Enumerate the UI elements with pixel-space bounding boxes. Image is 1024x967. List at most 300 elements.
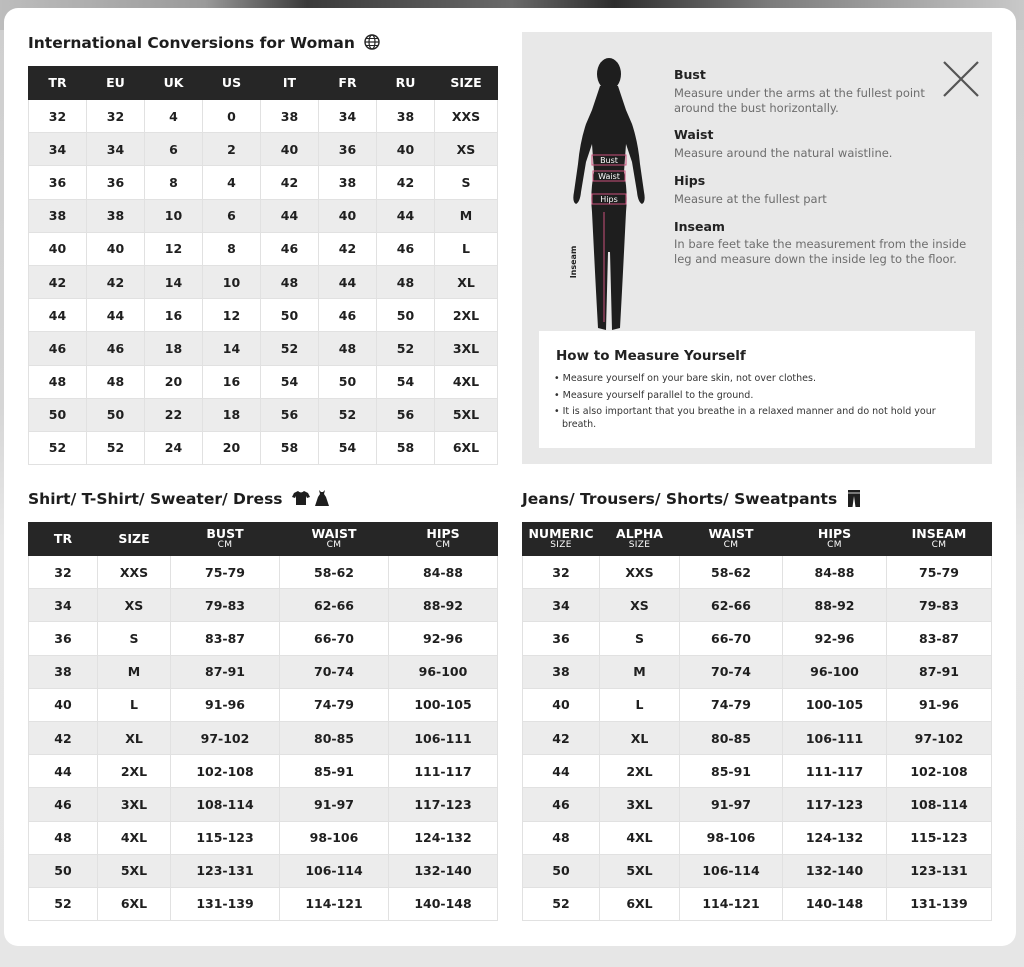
table-row bbox=[523, 821, 992, 854]
column-header bbox=[389, 523, 498, 556]
table-cell: 6XL bbox=[600, 887, 680, 920]
jeans-icon bbox=[847, 490, 861, 507]
table-cell: 12 bbox=[145, 232, 203, 265]
table-cell: 97-102 bbox=[887, 721, 992, 754]
table-cell: 32 bbox=[87, 100, 145, 133]
table-row bbox=[523, 655, 992, 688]
figure-label-inseam: Inseam bbox=[569, 245, 578, 279]
table-cell: 91-97 bbox=[280, 788, 389, 821]
table-cell: 12 bbox=[203, 299, 261, 332]
table-cell: XS bbox=[435, 133, 498, 166]
table-cell: 6 bbox=[145, 133, 203, 166]
shirt-section-title bbox=[28, 490, 329, 508]
table-cell: 87-91 bbox=[887, 655, 992, 688]
table-cell: 52 bbox=[523, 887, 600, 920]
table-cell: 2XL bbox=[435, 299, 498, 332]
table-row bbox=[523, 589, 992, 622]
table-cell: 92-96 bbox=[783, 622, 887, 655]
table-cell: 38 bbox=[523, 655, 600, 688]
table-cell: 98-106 bbox=[680, 821, 783, 854]
table-cell: 18 bbox=[145, 332, 203, 365]
column-header-unit: SIZE bbox=[628, 540, 651, 551]
table-cell: 8 bbox=[203, 232, 261, 265]
table-row bbox=[523, 788, 992, 821]
table-row bbox=[523, 556, 992, 589]
table-cell: 46 bbox=[29, 788, 98, 821]
table-cell: 48 bbox=[87, 365, 145, 398]
table-cell: 40 bbox=[29, 232, 87, 265]
table-cell: 2XL bbox=[98, 755, 171, 788]
column-header bbox=[523, 523, 600, 556]
table-cell: 52 bbox=[377, 332, 435, 365]
table-row bbox=[523, 854, 992, 887]
table-cell: 20 bbox=[145, 365, 203, 398]
table-cell: 10 bbox=[203, 265, 261, 298]
table-cell: 56 bbox=[261, 398, 319, 431]
table-cell: 38 bbox=[377, 100, 435, 133]
column-header bbox=[98, 523, 171, 556]
intl-section-title bbox=[28, 34, 380, 52]
table-cell: 84-88 bbox=[783, 556, 887, 589]
table-cell: 18 bbox=[203, 398, 261, 431]
table-cell: 36 bbox=[87, 166, 145, 199]
table-cell: 52 bbox=[29, 431, 87, 464]
inseam-heading: Inseam bbox=[674, 219, 725, 234]
table-cell: 75-79 bbox=[171, 556, 280, 589]
shirt-size-table bbox=[28, 522, 498, 921]
table-cell: 48 bbox=[377, 265, 435, 298]
jeans-size-table bbox=[522, 522, 992, 921]
table-row bbox=[29, 721, 498, 754]
column-header-label: WAIST bbox=[311, 526, 357, 542]
table-cell: XXS bbox=[435, 100, 498, 133]
table-cell: XS bbox=[98, 589, 171, 622]
table-cell: 131-139 bbox=[887, 887, 992, 920]
dress-icon bbox=[315, 490, 329, 506]
table-cell: 66-70 bbox=[280, 622, 389, 655]
table-cell: 50 bbox=[87, 398, 145, 431]
table-cell: 2XL bbox=[600, 755, 680, 788]
table-cell: 34 bbox=[29, 589, 98, 622]
intl-conversion-table bbox=[28, 66, 498, 465]
table-cell: 40 bbox=[87, 232, 145, 265]
table-cell: 44 bbox=[29, 299, 87, 332]
table-cell: 85-91 bbox=[680, 755, 783, 788]
table-cell: 38 bbox=[319, 166, 377, 199]
table-cell: 131-139 bbox=[171, 887, 280, 920]
intl-title-text: International Conversions for Woman bbox=[28, 34, 355, 52]
column-header-label: INSEAM bbox=[911, 526, 967, 542]
table-row bbox=[29, 100, 498, 133]
table-row bbox=[29, 299, 498, 332]
table-cell: 38 bbox=[261, 100, 319, 133]
table-cell: 100-105 bbox=[389, 688, 498, 721]
table-cell: 50 bbox=[377, 299, 435, 332]
table-cell: 84-88 bbox=[389, 556, 498, 589]
table-cell: 140-148 bbox=[389, 887, 498, 920]
table-cell: 5XL bbox=[435, 398, 498, 431]
table-cell: 54 bbox=[377, 365, 435, 398]
jeans-title-text: Jeans/ Trousers/ Shorts/ Sweatpants bbox=[522, 490, 838, 508]
table-cell: 3XL bbox=[98, 788, 171, 821]
table-cell: XL bbox=[435, 265, 498, 298]
table-cell: 54 bbox=[319, 431, 377, 464]
shirt-title-text: Shirt/ T-Shirt/ Sweater/ Dress bbox=[28, 490, 283, 508]
table-cell: 96-100 bbox=[389, 655, 498, 688]
table-cell: 54 bbox=[261, 365, 319, 398]
table-cell: 38 bbox=[29, 199, 87, 232]
table-cell: 80-85 bbox=[280, 721, 389, 754]
table-cell: XS bbox=[600, 589, 680, 622]
column-header-label: WAIST bbox=[708, 526, 754, 542]
table-cell: 124-132 bbox=[783, 821, 887, 854]
table-cell: 46 bbox=[319, 299, 377, 332]
table-cell: 42 bbox=[29, 721, 98, 754]
table-row bbox=[29, 365, 498, 398]
table-row bbox=[29, 166, 498, 199]
table-row bbox=[29, 556, 498, 589]
table-cell: 36 bbox=[29, 166, 87, 199]
column-header: SIZE bbox=[435, 67, 498, 100]
table-row bbox=[29, 265, 498, 298]
table-cell: 58 bbox=[261, 431, 319, 464]
column-header bbox=[29, 523, 98, 556]
column-header-unit: CM bbox=[435, 540, 451, 551]
table-cell: 56 bbox=[377, 398, 435, 431]
table-cell: 106-114 bbox=[280, 854, 389, 887]
table-cell: 74-79 bbox=[280, 688, 389, 721]
table-cell: 36 bbox=[319, 133, 377, 166]
table-cell: 75-79 bbox=[887, 556, 992, 589]
table-cell: XXS bbox=[600, 556, 680, 589]
table-cell: 88-92 bbox=[783, 589, 887, 622]
table-cell: 4 bbox=[203, 166, 261, 199]
table-cell: 48 bbox=[261, 265, 319, 298]
table-cell: 46 bbox=[523, 788, 600, 821]
table-row bbox=[29, 133, 498, 166]
how-to-measure-list bbox=[553, 373, 963, 435]
column-header: TR bbox=[29, 67, 87, 100]
column-header-unit: SIZE bbox=[550, 540, 572, 551]
column-header-label: ALPHA bbox=[616, 526, 663, 542]
table-cell: 32 bbox=[29, 556, 98, 589]
table-cell: 16 bbox=[145, 299, 203, 332]
table-cell: 34 bbox=[319, 100, 377, 133]
column-header-unit: CM bbox=[723, 540, 739, 551]
table-cell: 16 bbox=[203, 365, 261, 398]
table-cell: 38 bbox=[87, 199, 145, 232]
how-to-measure-box bbox=[539, 331, 975, 448]
table-cell: 46 bbox=[29, 332, 87, 365]
table-cell: 106-111 bbox=[783, 721, 887, 754]
table-cell: 108-114 bbox=[171, 788, 280, 821]
table-cell: 5XL bbox=[600, 854, 680, 887]
table-cell: 102-108 bbox=[171, 755, 280, 788]
table-cell: 88-92 bbox=[389, 589, 498, 622]
table-row bbox=[29, 431, 498, 464]
table-cell: 42 bbox=[29, 265, 87, 298]
table-cell: 91-97 bbox=[680, 788, 783, 821]
table-cell: 42 bbox=[319, 232, 377, 265]
column-header: FR bbox=[319, 67, 377, 100]
table-cell: 106-114 bbox=[680, 854, 783, 887]
table-cell: 108-114 bbox=[887, 788, 992, 821]
table-cell: 100-105 bbox=[783, 688, 887, 721]
table-cell: 70-74 bbox=[280, 655, 389, 688]
table-row bbox=[29, 398, 498, 431]
table-cell: 42 bbox=[377, 166, 435, 199]
table-cell: 22 bbox=[145, 398, 203, 431]
table-cell: 34 bbox=[87, 133, 145, 166]
table-cell: S bbox=[98, 622, 171, 655]
table-cell: 3XL bbox=[435, 332, 498, 365]
column-header-unit: CM bbox=[827, 540, 842, 551]
table-cell: 32 bbox=[29, 100, 87, 133]
column-header-unit: CM bbox=[217, 540, 233, 551]
table-cell: 52 bbox=[261, 332, 319, 365]
table-cell: 14 bbox=[145, 265, 203, 298]
table-row bbox=[29, 589, 498, 622]
table-cell: 8 bbox=[145, 166, 203, 199]
table-cell: 40 bbox=[29, 688, 98, 721]
table-cell: 32 bbox=[523, 556, 600, 589]
table-cell: 50 bbox=[29, 854, 98, 887]
table-cell: 24 bbox=[145, 431, 203, 464]
table-cell: S bbox=[435, 166, 498, 199]
table-cell: 117-123 bbox=[783, 788, 887, 821]
column-header bbox=[887, 523, 992, 556]
table-cell: 14 bbox=[203, 332, 261, 365]
column-header-unit: CM bbox=[326, 540, 342, 551]
table-cell: M bbox=[98, 655, 171, 688]
table-cell: M bbox=[435, 199, 498, 232]
figure-label-hips: Hips bbox=[600, 195, 618, 204]
table-cell: 5XL bbox=[98, 854, 171, 887]
table-cell: 92-96 bbox=[389, 622, 498, 655]
table-cell: 52 bbox=[87, 431, 145, 464]
table-row bbox=[523, 755, 992, 788]
hips-heading: Hips bbox=[674, 173, 706, 188]
table-cell: 117-123 bbox=[389, 788, 498, 821]
table-cell: 48 bbox=[523, 821, 600, 854]
figure-label-bust: Bust bbox=[600, 156, 618, 165]
column-header: RU bbox=[377, 67, 435, 100]
table-cell: 70-74 bbox=[680, 655, 783, 688]
table-cell: L bbox=[600, 688, 680, 721]
waist-heading: Waist bbox=[674, 127, 714, 142]
table-cell: 106-111 bbox=[389, 721, 498, 754]
list-item: • Measure yourself parallel to the ground. bbox=[554, 389, 754, 401]
column-header-label: TR bbox=[53, 531, 73, 547]
table-cell: 62-66 bbox=[680, 589, 783, 622]
figure-label-waist: Waist bbox=[598, 172, 620, 181]
table-cell: 44 bbox=[319, 265, 377, 298]
table-cell: 6 bbox=[203, 199, 261, 232]
column-header-label: NUMERIC bbox=[528, 526, 594, 542]
table-row bbox=[523, 721, 992, 754]
table-cell: 52 bbox=[29, 887, 98, 920]
table-row bbox=[523, 622, 992, 655]
table-cell: 124-132 bbox=[389, 821, 498, 854]
table-cell: 140-148 bbox=[783, 887, 887, 920]
table-cell: 87-91 bbox=[171, 655, 280, 688]
table-cell: 132-140 bbox=[389, 854, 498, 887]
table-cell: S bbox=[600, 622, 680, 655]
table-cell: 34 bbox=[523, 589, 600, 622]
table-cell: 85-91 bbox=[280, 755, 389, 788]
table-cell: 36 bbox=[29, 622, 98, 655]
list-item: • Measure yourself on your bare skin, not over clothes. bbox=[554, 373, 816, 384]
table-cell: 98-106 bbox=[280, 821, 389, 854]
column-header: US bbox=[203, 67, 261, 100]
table-cell: 91-96 bbox=[887, 688, 992, 721]
table-row bbox=[523, 887, 992, 920]
close-icon[interactable] bbox=[941, 59, 981, 99]
table-cell: 102-108 bbox=[887, 755, 992, 788]
table-cell: 83-87 bbox=[887, 622, 992, 655]
table-cell: XXS bbox=[98, 556, 171, 589]
table-cell: 114-121 bbox=[680, 887, 783, 920]
bust-text: Measure under the arms at the fullest point around the bust horizontally. bbox=[674, 86, 925, 115]
table-cell: 50 bbox=[319, 365, 377, 398]
table-cell: 46 bbox=[87, 332, 145, 365]
table-cell: 42 bbox=[261, 166, 319, 199]
table-cell: 66-70 bbox=[680, 622, 783, 655]
table-cell: 0 bbox=[203, 100, 261, 133]
table-cell: 40 bbox=[319, 199, 377, 232]
table-cell: 123-131 bbox=[171, 854, 280, 887]
table-cell: 46 bbox=[261, 232, 319, 265]
table-cell: XL bbox=[600, 721, 680, 754]
hips-text: Measure at the fullest part bbox=[674, 192, 827, 206]
column-header-label: HIPS bbox=[817, 526, 852, 542]
table-cell: 111-117 bbox=[389, 755, 498, 788]
table-cell: 42 bbox=[523, 721, 600, 754]
table-row bbox=[29, 887, 498, 920]
table-cell: 58 bbox=[377, 431, 435, 464]
table-cell: 79-83 bbox=[887, 589, 992, 622]
column-header-unit: CM bbox=[931, 540, 947, 551]
table-cell: 97-102 bbox=[171, 721, 280, 754]
table-cell: 50 bbox=[29, 398, 87, 431]
table-row bbox=[29, 332, 498, 365]
tshirt-icon bbox=[292, 490, 310, 506]
table-cell: 40 bbox=[523, 688, 600, 721]
table-row bbox=[29, 755, 498, 788]
table-row bbox=[29, 622, 498, 655]
column-header: EU bbox=[87, 67, 145, 100]
waist-text: Measure around the natural waistline. bbox=[674, 146, 893, 160]
table-cell: 91-96 bbox=[171, 688, 280, 721]
table-cell: 40 bbox=[377, 133, 435, 166]
table-cell: 44 bbox=[29, 755, 98, 788]
column-header-label: BUST bbox=[206, 526, 244, 542]
table-cell: 3XL bbox=[600, 788, 680, 821]
table-cell: 50 bbox=[261, 299, 319, 332]
column-header bbox=[680, 523, 783, 556]
globe-icon bbox=[364, 34, 380, 50]
table-cell: 83-87 bbox=[171, 622, 280, 655]
table-row bbox=[29, 232, 498, 265]
table-cell: 44 bbox=[87, 299, 145, 332]
table-cell: 10 bbox=[145, 199, 203, 232]
table-cell: L bbox=[435, 232, 498, 265]
table-row bbox=[29, 655, 498, 688]
list-item: • It is also important that you breathe in a relaxed manner and do not hold your breath. bbox=[554, 406, 936, 430]
table-cell: 4XL bbox=[435, 365, 498, 398]
column-header: UK bbox=[145, 67, 203, 100]
body-figure-illustration bbox=[564, 52, 654, 342]
table-row bbox=[29, 854, 498, 887]
table-cell: 48 bbox=[29, 821, 98, 854]
table-cell: 48 bbox=[29, 365, 87, 398]
table-cell: 115-123 bbox=[171, 821, 280, 854]
table-cell: 62-66 bbox=[280, 589, 389, 622]
table-cell: 6XL bbox=[435, 431, 498, 464]
table-cell: XL bbox=[98, 721, 171, 754]
table-cell: 2 bbox=[203, 133, 261, 166]
table-cell: 123-131 bbox=[887, 854, 992, 887]
column-header bbox=[171, 523, 280, 556]
table-cell: 115-123 bbox=[887, 821, 992, 854]
table-cell: 50 bbox=[523, 854, 600, 887]
table-cell: 46 bbox=[377, 232, 435, 265]
table-row bbox=[29, 788, 498, 821]
column-header-label: SIZE bbox=[118, 531, 150, 547]
table-cell: 79-83 bbox=[171, 589, 280, 622]
table-cell: 96-100 bbox=[783, 655, 887, 688]
table-row bbox=[29, 821, 498, 854]
table-row bbox=[29, 688, 498, 721]
table-row bbox=[29, 199, 498, 232]
column-header bbox=[280, 523, 389, 556]
table-cell: 44 bbox=[377, 199, 435, 232]
table-cell: 111-117 bbox=[783, 755, 887, 788]
bust-heading: Bust bbox=[674, 67, 706, 82]
table-row bbox=[523, 688, 992, 721]
how-to-measure-title: How to Measure Yourself bbox=[556, 348, 746, 364]
table-cell: 114-121 bbox=[280, 887, 389, 920]
table-cell: 44 bbox=[523, 755, 600, 788]
table-cell: 4XL bbox=[98, 821, 171, 854]
table-cell: L bbox=[98, 688, 171, 721]
column-header bbox=[600, 523, 680, 556]
table-cell: 132-140 bbox=[783, 854, 887, 887]
table-cell: 6XL bbox=[98, 887, 171, 920]
table-cell: 36 bbox=[523, 622, 600, 655]
table-cell: 40 bbox=[261, 133, 319, 166]
table-cell: 4XL bbox=[600, 821, 680, 854]
table-cell: 44 bbox=[261, 199, 319, 232]
table-cell: 52 bbox=[319, 398, 377, 431]
table-cell: 74-79 bbox=[680, 688, 783, 721]
table-cell: 58-62 bbox=[280, 556, 389, 589]
inseam-text: In bare feet take the measurement from the inside leg and measure down the inside leg to the floor. bbox=[674, 237, 967, 266]
table-cell: M bbox=[600, 655, 680, 688]
jeans-section-title bbox=[522, 490, 861, 508]
table-cell: 48 bbox=[319, 332, 377, 365]
table-cell: 34 bbox=[29, 133, 87, 166]
table-cell: 58-62 bbox=[680, 556, 783, 589]
table-cell: 20 bbox=[203, 431, 261, 464]
table-cell: 38 bbox=[29, 655, 98, 688]
table-cell: 80-85 bbox=[680, 721, 783, 754]
column-header-label: HIPS bbox=[426, 526, 460, 542]
column-header: IT bbox=[261, 67, 319, 100]
table-cell: 4 bbox=[145, 100, 203, 133]
column-header bbox=[783, 523, 887, 556]
table-cell: 42 bbox=[87, 265, 145, 298]
